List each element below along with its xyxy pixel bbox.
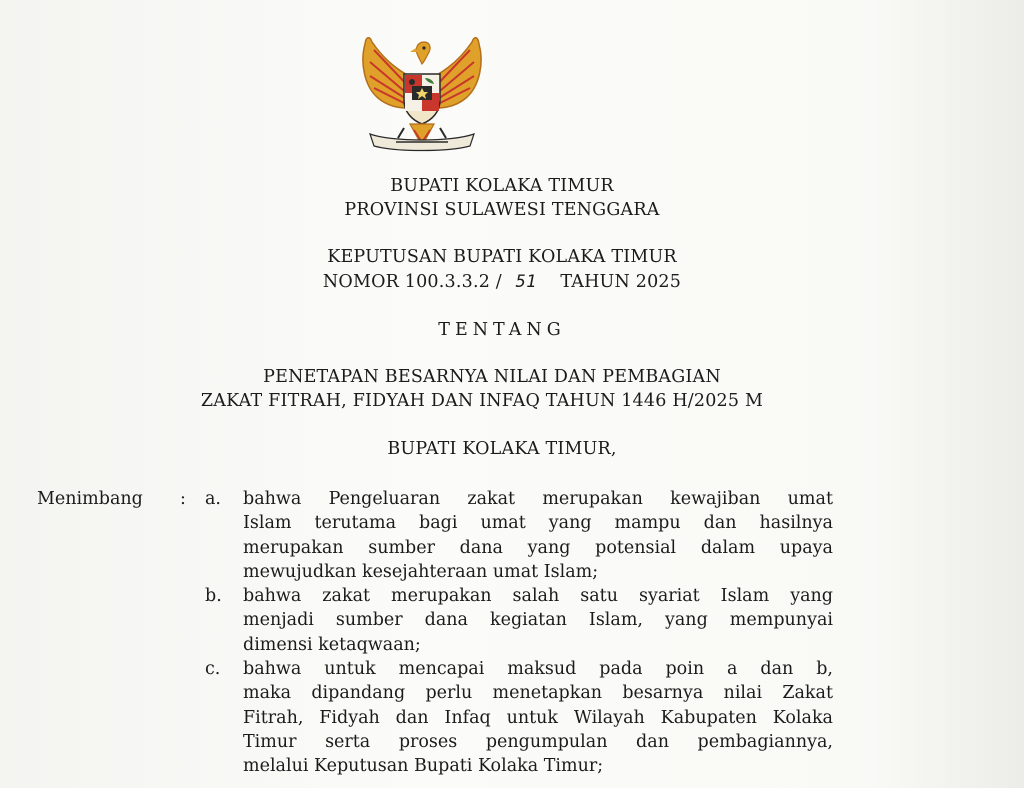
item-c-letter: c. bbox=[205, 659, 221, 679]
item-c-line: Fitrah, Fidyah dan Infaq untuk Wilayah Kabupaten Kolaka bbox=[243, 707, 833, 728]
item-a-line: bahwa Pengeluaran zakat merupakan kewajiban umat bbox=[243, 489, 833, 509]
subject-line-1: PENETAPAN BESARNYA NILAI DAN PEMBAGIAN bbox=[263, 367, 721, 387]
considering-label: Menimbang bbox=[37, 489, 143, 509]
item-c-text bbox=[243, 657, 833, 778]
item-b-text bbox=[243, 584, 833, 657]
item-b-line: dimensi ketaqwaan; bbox=[243, 634, 421, 655]
decree-number-value: 51 bbox=[515, 272, 537, 292]
garuda-emblem-icon bbox=[352, 34, 492, 156]
item-b-letter: b. bbox=[205, 586, 222, 606]
item-a-text bbox=[243, 487, 833, 584]
item-a-line: mewujudkan kesejahteraan umat Islam; bbox=[243, 561, 599, 582]
item-a-line: merupakan sumber dana yang potensial dalam upaya bbox=[243, 537, 833, 558]
item-b-line: menjadi sumber dana kegiatan Islam, yang mempunyai bbox=[243, 610, 833, 631]
decree-number bbox=[0, 272, 1014, 292]
item-b-line: bahwa zakat merupakan salah satu syariat Islam yang bbox=[243, 586, 833, 606]
item-c-line: melalui Keputusan Bupati Kolaka Timur; bbox=[243, 756, 604, 777]
about-heading: TENTANG bbox=[438, 320, 566, 340]
item-c-line: Timur serta proses pengumpulan dan pembagiannya, bbox=[243, 731, 833, 752]
item-a-line: Islam terutama bagi umat yang mampu dan hasilnya bbox=[243, 513, 833, 534]
subject-line-2: ZAKAT FITRAH, FIDYAH DAN INFAQ TAHUN 1446 H/2025 M bbox=[200, 391, 764, 411]
considering-colon: : bbox=[180, 489, 186, 509]
regent-title: BUPATI KOLAKA TIMUR bbox=[390, 176, 614, 196]
regent-closing: BUPATI KOLAKA TIMUR, bbox=[387, 439, 617, 459]
item-c-line: maka dipandang perlu menetapkan besarnya nilai Zakat bbox=[243, 683, 833, 704]
decree-year: TAHUN 2025 bbox=[560, 272, 682, 292]
province-name: PROVINSI SULAWESI TENGGARA bbox=[344, 200, 660, 220]
item-c-line: bahwa untuk mencapai maksud pada poin a dan b, bbox=[243, 659, 833, 679]
decree-number-prefix: NOMOR 100.3.3.2 / bbox=[322, 272, 502, 292]
item-a-letter: a. bbox=[205, 489, 221, 509]
decree-title: KEPUTUSAN BUPATI KOLAKA TIMUR bbox=[327, 247, 677, 267]
